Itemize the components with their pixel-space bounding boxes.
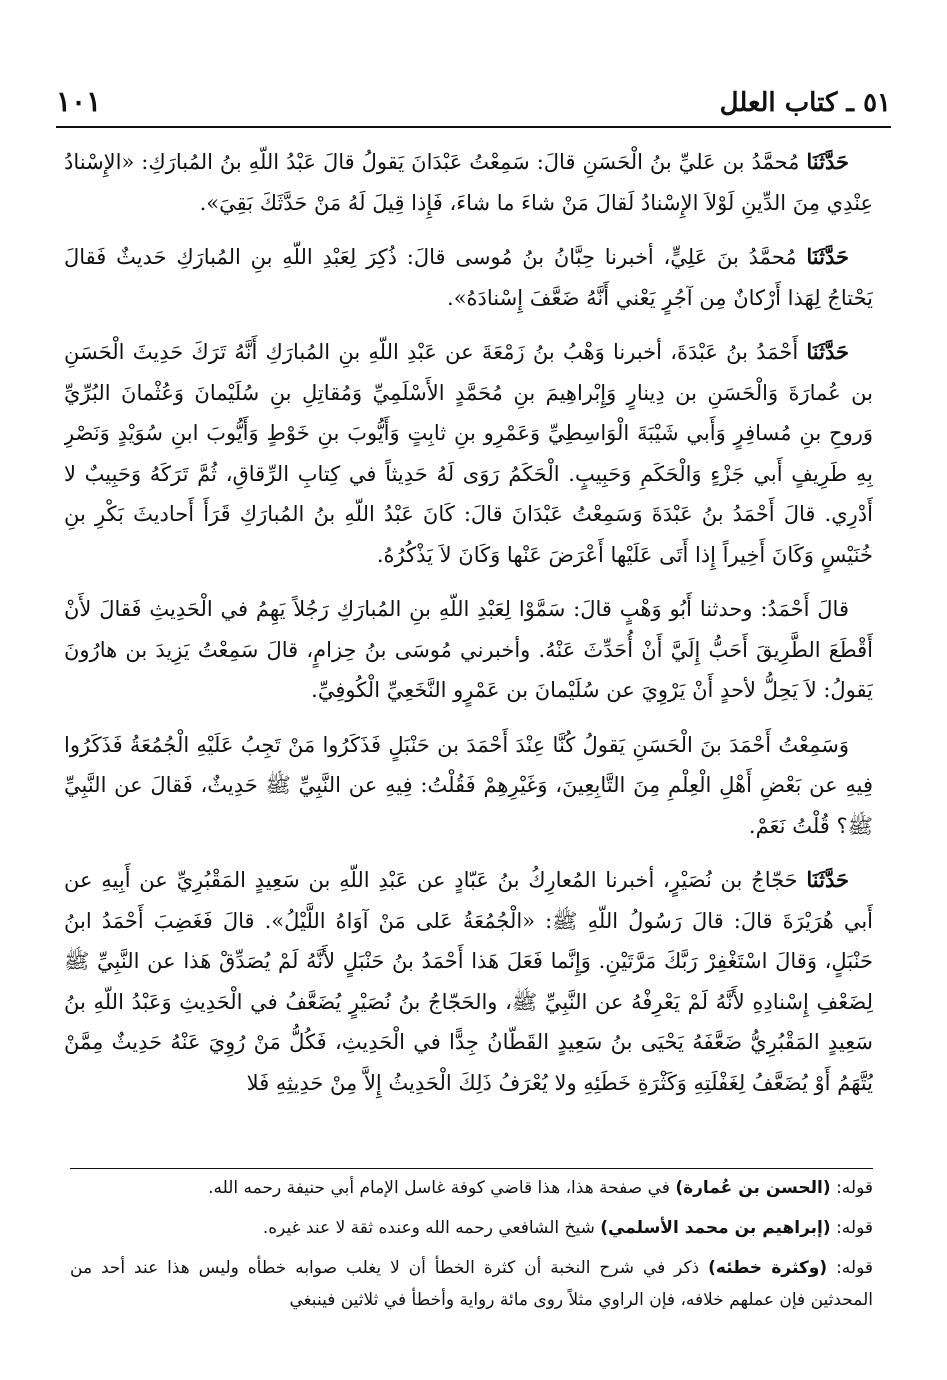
narration-lead: حَدَّثَنَا [806,339,849,364]
paragraph-text: وَسَمِعْتُ أَحْمَدَ بنَ الْحَسَنِ يَقولُ كُنَّا عِنْدَ أَحْمَدَ بن حَنْبَلٍ فَذَكَرُوا مَنْ تَجِبُ عَلَيْهِ الْجُمُعَةُ فَذَكَرُوا فِيهِ عن بَعْضِ أَهْلِ الْعِلْمِ مِنَ التَّابِعِينَ، وَغَيْرِهِمْ فَقُلْتُ: فِيهِ عن النَّبِيِّ ﷺ حَدِيثٌ، فَقالَ عن النَّبِيِّ ﷺ؟ قُلْتُ نَعَمْ. [64,732,873,838]
footnote-prefix: قوله: [836,1218,873,1238]
footnote-text: في صفحة هذا، هذا قاضي كوفة غاسل الإمام أبي حنيفة رحمه الله. [208,1178,670,1198]
header-divider [56,126,891,128]
footnote-text: ذكر في شرح النخبة أن كثرة الخطأ أن لا يغلب صوابه خطأه وليس هذا عند أحد من المحدثين فإن عملهم خلافه، فإن الراوي مثلاً روى مائة رواية وأخطأ في ثلاثين فينبغي [70,1258,873,1310]
paragraph-text: أَحْمَدُ بنُ عَبْدَةَ، أخبرنا وَهْبُ بنُ زَمْعَةَ عن عَبْدِ اللّهِ بنِ المُبارَكِ أَنَّهُ تَرَكَ حَدِيثَ الْحَسَنِ بن عُمارَةَ وَالْحَسَنِ بن دِينارٍ وَإِبْراهِيمَ بنِ مُحَمَّدٍ الأَسْلَمِيِّ وَمُقاتِلِ بنِ سُلَيْمانَ وَعُثْمانَ البُرِّيِّ وَروحِ بنِ مُسافِرٍ وَأَبي شَيْبَةَ الْوَاسِطِيِّ وَعَمْرِو بنِ ثابِتٍ وَأَيُّوبَ بنِ خَوْطٍ وَأَيُّوبَ ابنِ سُوَيْدٍ وَنَصْرِ بِهِ طَرِيفٍ أَبي جَزْءٍ وَالْحَكَمِ وَحَبِيبٍ. الْحَكَمُ رَوَى لَهُ حَدِيثاً في كِتابِ الرِّقاقِ، ثُمَّ تَرَكَهُ وَحَبِيبٌ لا أَدْرِي. قالَ أَحْمَدُ بنُ عَبْدَةَ وَسَمِعْتُ عَبْدَانَ قالَ: كَانَ عَبْدُ اللّهِ بنُ المُبارَكِ قَرَأَ أَحاديثَ بَكْرِ بنِ خُنَيْسٍ وَكَانَ أَخِيراً إِذا أَتَى عَلَيْها أَعْرَضَ عَنْها وَكَانَ لاَ يَذْكُرُهُ. [64,340,873,567]
paragraph-text: حَجّاجُ بن نُصَيْرٍ، أخبرنا المُعارِكُ بنُ عَبّادٍ عن عَبْدِ اللّهِ بن سَعِيدٍ المَقْبُرِيِّ عن أَبِيهِ عن أَبي هُرَيْرَةَ قالَ: قالَ رَسُولُ اللّهِ ﷺ: «الْجُمُعَةُ عَلى مَنْ آوَاهُ اللَّيْلُ». قالَ فَغَضِبَ أَحْمَدُ ابنُ حَنْبَلٍ، وَقالَ اسْتَغْفِرْ رَبَّكَ مَرَّتَيْنِ. وَإِنَّما فَعَلَ هَذا أَحْمَدُ بنُ حَنْبَلٍ لأَنَّهُ لَمْ يُصَدِّقْ هَذا عن النَّبِيِّ ﷺ لِضَعْفِ إِسْنادِهِ لأَنَّهُ لَمْ يَعْرِفْهُ عن النَّبِيِّ ﷺ، والحَجّاجُ بنُ نُصَيْرٍ يُضَعَّفُ في الْحَدِيثِ وَعَبْدُ اللّهِ بنُ سَعِيدٍ المَقْبُرِيُّ ضَعَّفَهُ يَحْيَى بنُ سَعِيدٍ القَطّانُ جِدًّا في الْحَدِيثِ، فَكُلُّ مَنْ رُوِيَ عَنْهُ حَدِيثٌ مِمَّنْ يُتَّهَمُ أَوْ يُضَعَّفُ لِغَفْلَتِهِ وَكَثْرَةِ خَطَئِهِ ولا يُعْرَفُ ذَلِكَ الْحَدِيثُ إِلاَّ مِنْ حَدِيثِهِ فَلا [64,868,873,1095]
main-text [64,142,873,1142]
paragraph-text: مُحمَّدُ بنَ عَلِيٍّ، أخبرنا حِبَّانُ بنُ مُوسى قالَ: ذُكِرَ لِعَبْدِ اللّهِ بنِ المُبارَكِ حَديثٌ فَقالَ يَحْتاجُ لِهَذا أَرْكانٌ مِن آجُرٍ يَعْني أَنَّهُ ضَعَّفَ إِسْنادَهُ». [64,245,873,310]
paragraph-text: مُحمَّدُ بن عَليِّ بنُ الْحَسَنِ قالَ: سَمِعْتُ عَبْدَانَ يَقولُ قالَ عَبْدُ اللّهِ بنُ المُبارَكِ: «الإِسْنادُ عِنْدِي مِنَ الدِّينِ لَوْلاَ الإِسْنادُ لَقالَ مَنْ شاءَ ما شاءَ، فَإِذا قِيلَ لَهُ مَنْ حَدَّثَكَ بَقِيَ». [64,150,873,215]
footnote-term: (وكثرة خطئه) [708,1258,828,1278]
footnote [70,1252,873,1316]
footnote [70,1212,873,1244]
narration-lead: حَدَّثَنَا [806,867,849,892]
hadith-paragraph [64,332,873,575]
page-number: ١٠١ [56,85,102,118]
footnote-prefix: قوله: [836,1258,873,1278]
chapter-title: ٥١ ـ كتاب العلل [719,88,891,118]
hadith-paragraph [64,142,873,223]
hadith-paragraph [64,237,873,318]
footnote-text: شيخ الشافعي رحمه الله وعنده ثقة لا عند غيره. [262,1218,595,1238]
running-header [56,78,891,118]
hadith-paragraph [64,725,873,847]
narration-lead: حَدَّثَنَا [806,149,849,174]
footnote-term: (إبراهيم بن محمد الأسلمي) [600,1218,831,1238]
footnote-prefix: قوله: [836,1178,873,1198]
footnote [70,1172,873,1204]
hadith-paragraph [64,589,873,711]
footnote-term: (الحسن بن عُمارة) [675,1178,831,1198]
narration-lead: حَدَّثَنَا [806,244,849,269]
hadith-paragraph [64,860,873,1103]
paragraph-text: قالَ أَحْمَدُ: وحدثنا أَبُو وَهْبٍ قالَ: سَمَّوْا لِعَبْدِ اللّهِ بنِ المُبارَكِ رَجُلاً يَهِمُ في الْحَدِيثِ فَقالَ لأَنْ أَقْطَعَ الطَّرِيقَ أَحَبُّ إِلَيَّ أَنْ أُحَدِّثَ عَنْهُ. وأخبرني مُوسَى بنُ حِزامٍ، قالَ سَمِعْتُ يَزِيدَ بن هارُونَ يَقولُ: لاَ يَحِلُّ لأحدٍ أَنْ يَرْوِيَ عن سُلَيْمانَ بن عَمْرٍو النَّخَعِيِّ الْكُوفِيِّ. [64,597,873,702]
footnote-divider [70,1168,873,1169]
footnotes [70,1172,873,1372]
